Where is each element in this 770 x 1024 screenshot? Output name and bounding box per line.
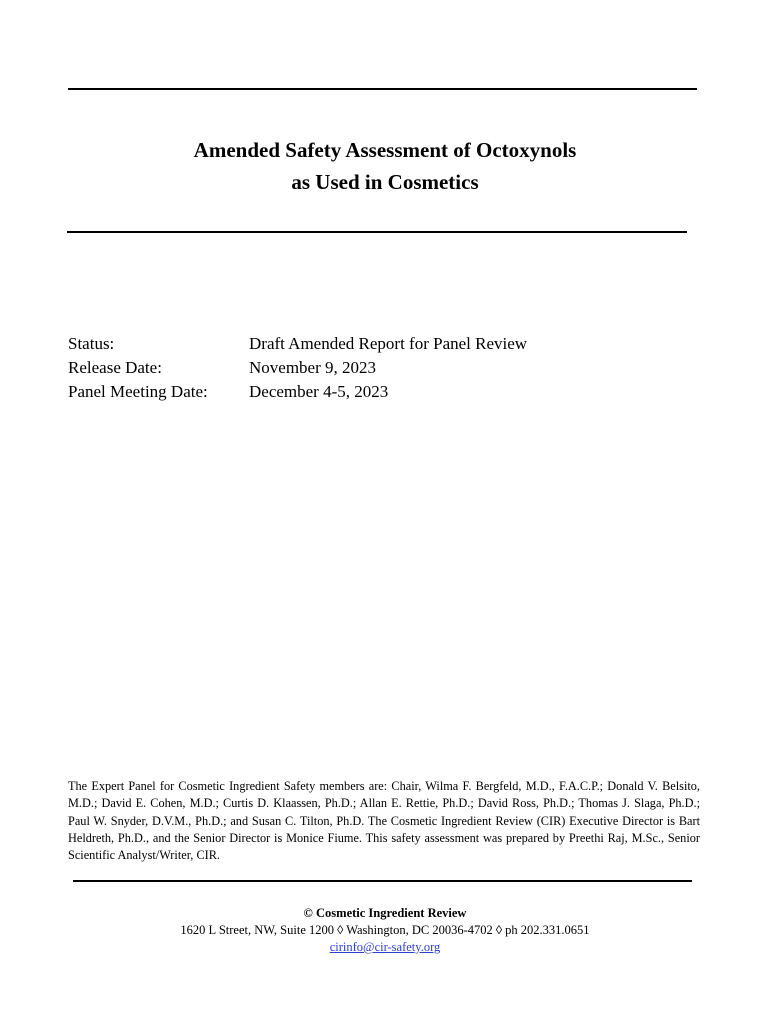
footer-rule [73, 880, 692, 882]
panel-meeting-date-value: December 4-5, 2023 [249, 382, 389, 401]
status-value: Draft Amended Report for Panel Review [249, 334, 528, 353]
document-title-line-1: Amended Safety Assessment of Octoxynols [193, 138, 577, 162]
release-date-value: November 9, 2023 [249, 358, 377, 377]
footer-email-container [0, 938, 770, 956]
release-date-label: Release Date: [68, 358, 162, 377]
footer-email-link[interactable]: cirinfo@cir-safety.org [329, 940, 441, 954]
title-bottom-rule [67, 231, 687, 233]
footer-copyright: © Cosmetic Ingredient Review [303, 906, 467, 920]
footer-address: 1620 L Street, NW, Suite 1200 ◊ Washington, DC 20036-4702 ◊ ph 202.331.0651 [180, 923, 590, 937]
panel-meeting-date-label: Panel Meeting Date: [68, 382, 208, 401]
top-rule [68, 88, 697, 90]
expert-panel-paragraph: The Expert Panel for Cosmetic Ingredient Safety members are: Chair, Wilma F. Bergfeld, M.D., F.A.C.P.; Donald V. Belsito, M.D.; David E. Cohen, M.D.; Curtis D. Klaassen, Ph.D.; Allan E. Rettie, Ph.D.; David Ross, Ph.D.; Thomas J. Slaga, Ph.D.; Paul W. Snyder, D.V.M., Ph.D.; and Susan C. Tilton, Ph.D. The Cosmetic Ingredient Review (CIR) Executive Director is Bart Heldreth, Ph.D., and the Senior Director is Monice Fiume. This safety assessment was prepared by Preethi Raj, M.Sc., Senior Scientific Analyst/Writer, CIR. [68, 779, 700, 863]
document-title-line-2: as Used in Cosmetics [291, 170, 479, 194]
status-label: Status: [68, 334, 115, 353]
